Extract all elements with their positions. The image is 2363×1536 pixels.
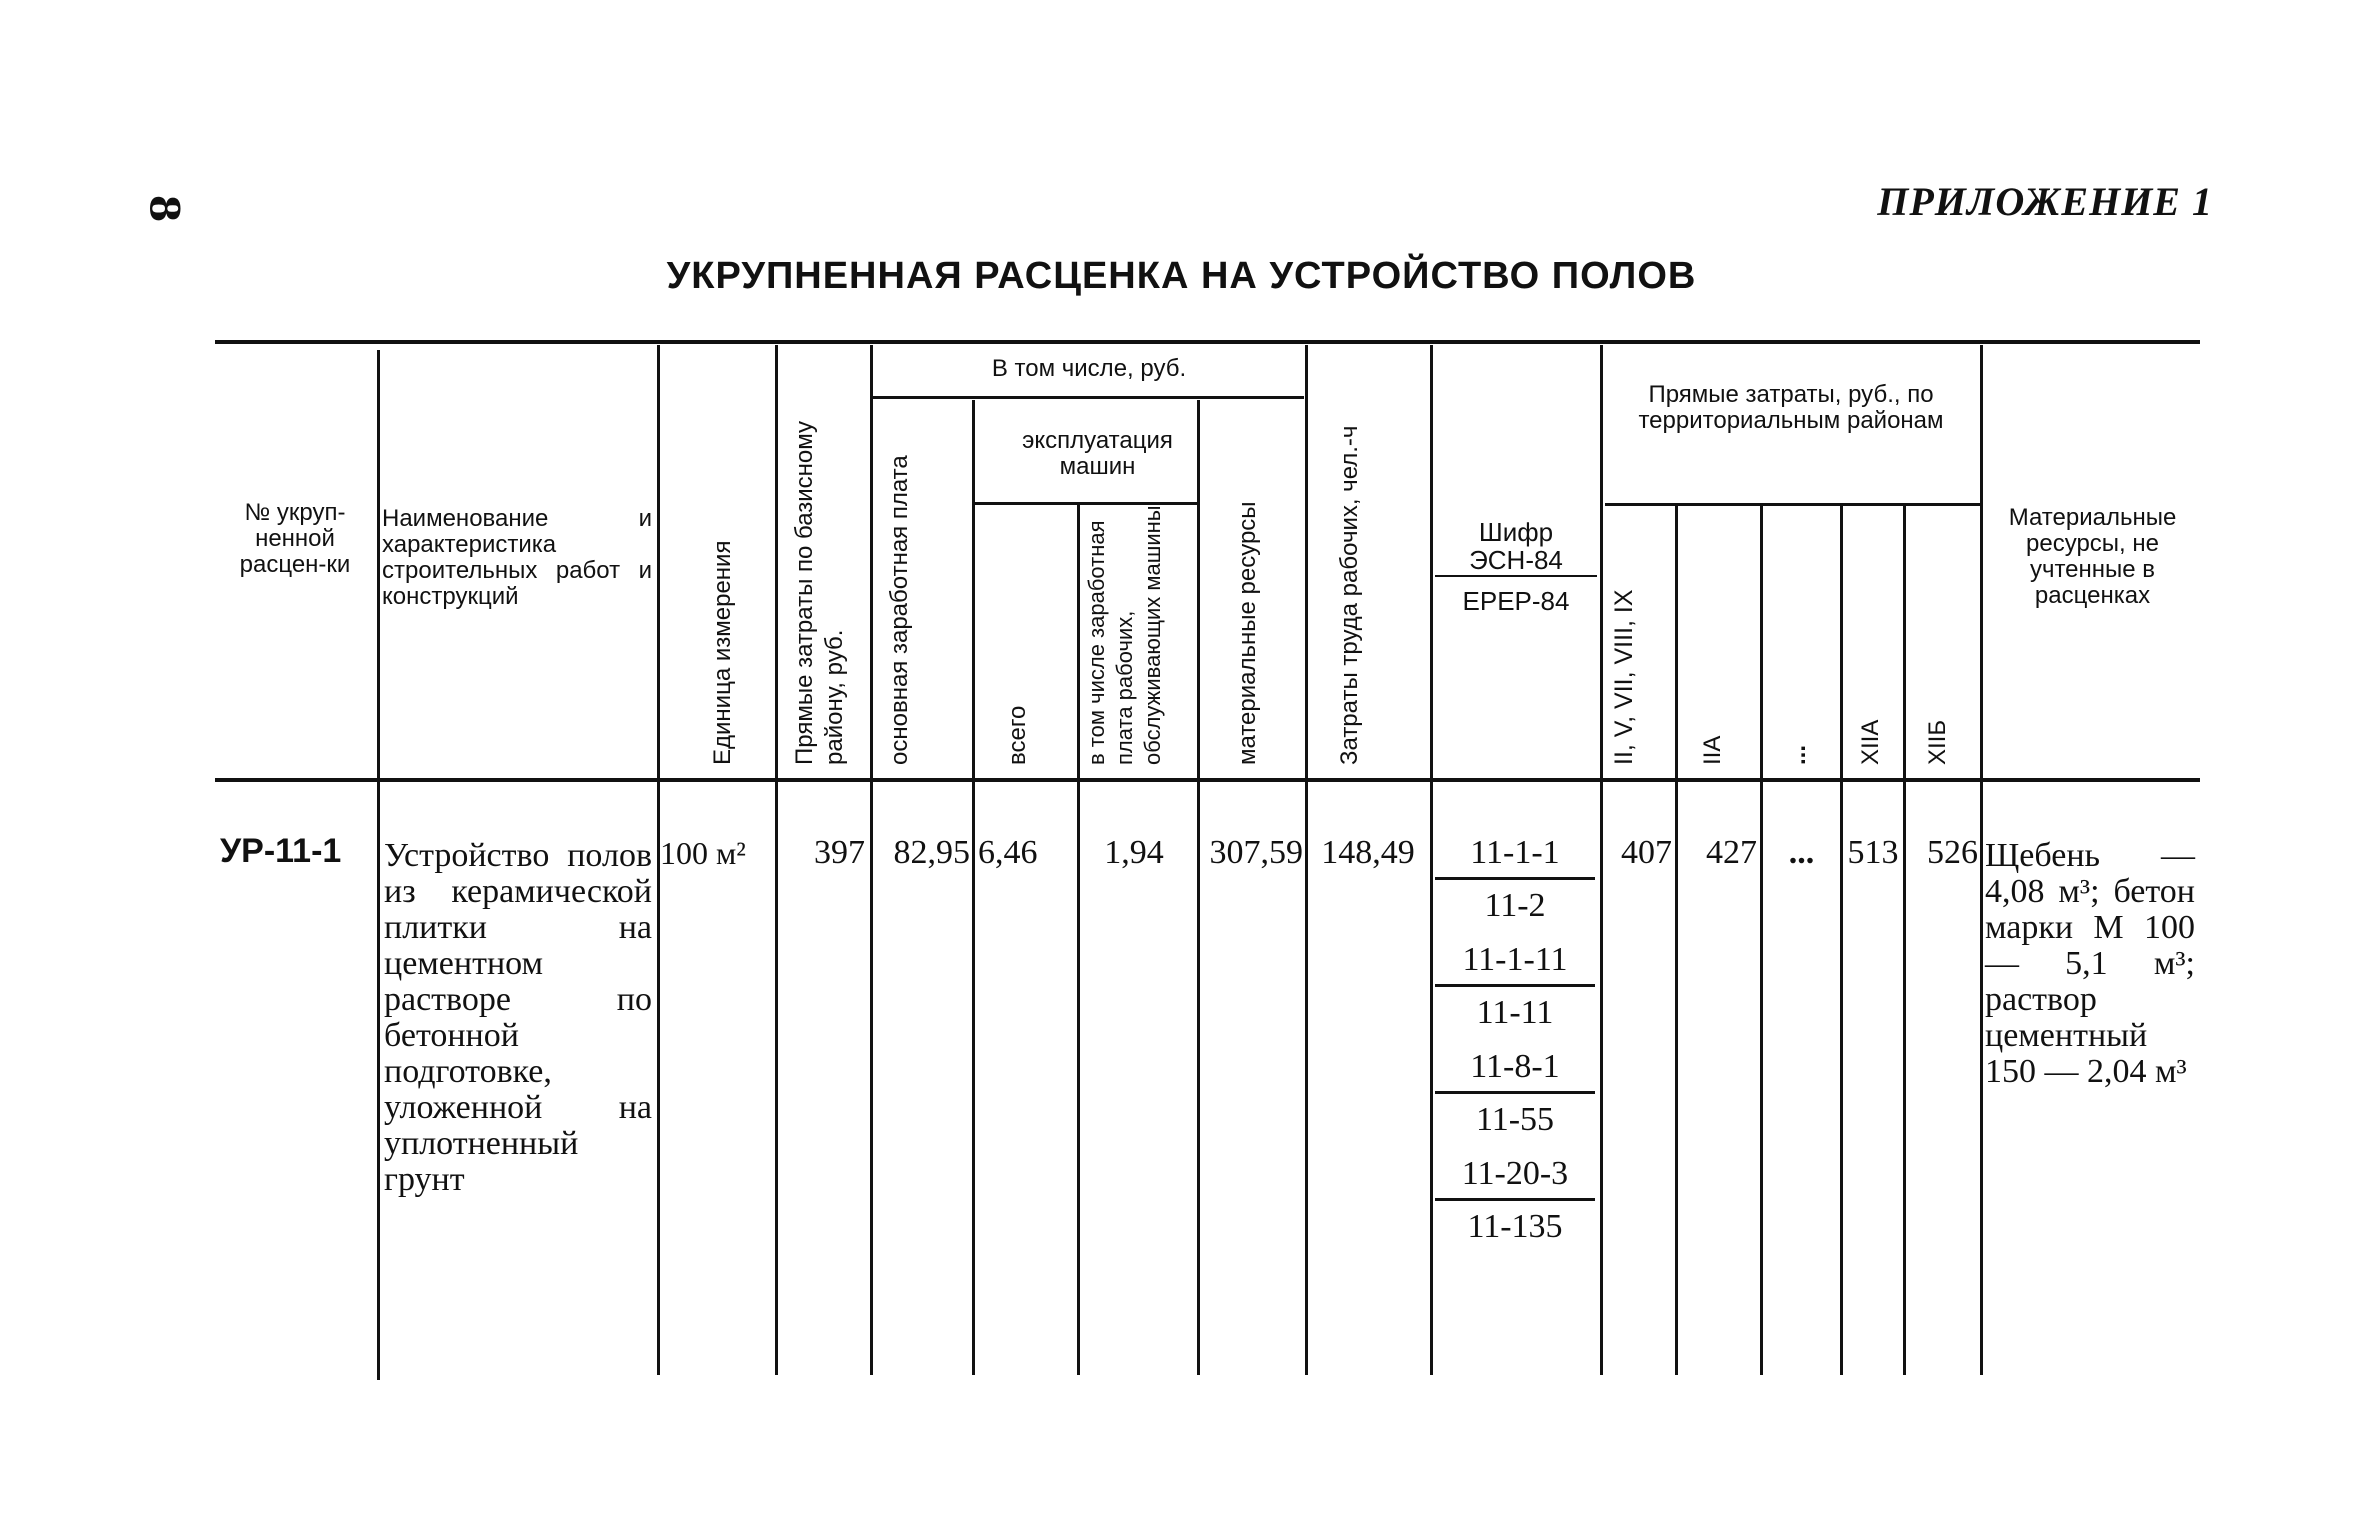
- col-divider: [1675, 505, 1678, 1375]
- col-divider: [775, 345, 778, 1375]
- row-region-3: ...: [1788, 834, 1815, 871]
- header-region-3: ...: [1784, 744, 1811, 765]
- col-divider: [1903, 505, 1906, 1375]
- header-unit: Единица измерения: [709, 540, 736, 765]
- code-erer: 11-135: [1467, 1208, 1563, 1245]
- page-number: 8: [140, 194, 188, 223]
- header-region-5: XIIБ: [1924, 719, 1951, 765]
- row-base-cost: 397: [814, 834, 865, 871]
- header-code-esn: Шифр ЭСН-84: [1469, 517, 1563, 575]
- row-unit: 100 м²: [660, 835, 746, 871]
- regions-subrule: [1605, 503, 1980, 506]
- header-region-2: IIА: [1699, 735, 1726, 765]
- header-region-4: XIIА: [1857, 719, 1884, 765]
- row-region-1: 407: [1621, 834, 1672, 871]
- row-region-2: 427: [1706, 834, 1757, 871]
- code-esn: 11-20-3: [1461, 1155, 1569, 1192]
- col-divider: [1760, 505, 1763, 1375]
- row-labor: 148,49: [1321, 834, 1415, 871]
- col-divider: [1980, 345, 1983, 1375]
- table-top-rule: [215, 340, 2200, 344]
- header-number: № укруп-ненной расцен-ки: [239, 499, 351, 578]
- code-esn: 11-8-1: [1470, 1048, 1560, 1085]
- code-fraction-rule: [1435, 984, 1595, 987]
- header-unaccounted: Материальные ресурсы, не учтенные в расценках: [2008, 504, 2177, 609]
- header-machines: эксплуатация машин: [1022, 427, 1173, 480]
- code-esn: 11-1-11: [1462, 941, 1568, 978]
- col-divider: [1430, 345, 1433, 1375]
- header-machines-total: всего: [1004, 705, 1031, 765]
- header-materials: материальные ресурсы: [1234, 501, 1261, 765]
- code-fraction-rule: [1435, 877, 1595, 880]
- row-region-5: 526: [1927, 834, 1978, 871]
- header-regions: Прямые затраты, руб., по территориальным районам: [1638, 381, 1944, 434]
- code-fraction-rule: [1435, 1091, 1595, 1094]
- col-divider: [1840, 505, 1843, 1375]
- including-subrule: [872, 396, 1304, 399]
- code-erer: 11-2: [1484, 887, 1546, 924]
- col-divider: [1077, 505, 1080, 1375]
- header-base-cost: Прямые затраты по базисному району, руб.: [791, 420, 848, 765]
- row-region-4: 513: [1847, 834, 1899, 871]
- header-labor: Затраты труда рабочих, чел.-ч: [1336, 425, 1363, 765]
- code-fraction-rule: [1435, 1198, 1595, 1201]
- row-machines-wage: 1,94: [1104, 834, 1164, 871]
- code-header-rule: [1435, 575, 1597, 577]
- code-erer: 11-55: [1475, 1101, 1555, 1138]
- row-machines-total: 6,46: [978, 834, 1038, 871]
- header-machines-wage: в том числе заработная плата рабочих, обслуживающих машины: [1084, 505, 1165, 765]
- code-esn: 11-1-1: [1470, 834, 1560, 871]
- col-divider: [1600, 345, 1603, 1375]
- header-code-erer: ЕРЕР-84: [1462, 586, 1570, 616]
- row-wage: 82,95: [893, 834, 970, 871]
- row-code: УР-11-1: [220, 832, 342, 870]
- col-divider: [972, 400, 975, 1375]
- header-region-1: II, V, VII, VIII, IX: [1610, 589, 1638, 765]
- page-title: УКРУПНЕННАЯ РАСЦЕНКА НА УСТРОЙСТВО ПОЛОВ: [666, 255, 1697, 297]
- row-description: Устройство полов из керамической плитки на цементном растворе по бетонной подготовке, уложенной на уплотненный грунт: [384, 837, 652, 1198]
- col-divider: [1197, 400, 1200, 1375]
- code-erer: 11-11: [1476, 994, 1554, 1031]
- header-including: В том числе, руб.: [991, 355, 1187, 382]
- row-unaccounted: Щебень — 4,08 м³; бетон марки М 100 — 5,1 м³; раствор цементный 150 — 2,04 м³: [1985, 837, 2195, 1090]
- header-name: Наименование и характеристика строительных работ и конструкций: [382, 505, 652, 610]
- row-materials: 307,59: [1209, 834, 1303, 871]
- col-divider: [377, 350, 380, 1380]
- header-wage: основная заработная плата: [886, 455, 913, 765]
- appendix-label: ПРИЛОЖЕНИЕ 1: [1877, 179, 2213, 224]
